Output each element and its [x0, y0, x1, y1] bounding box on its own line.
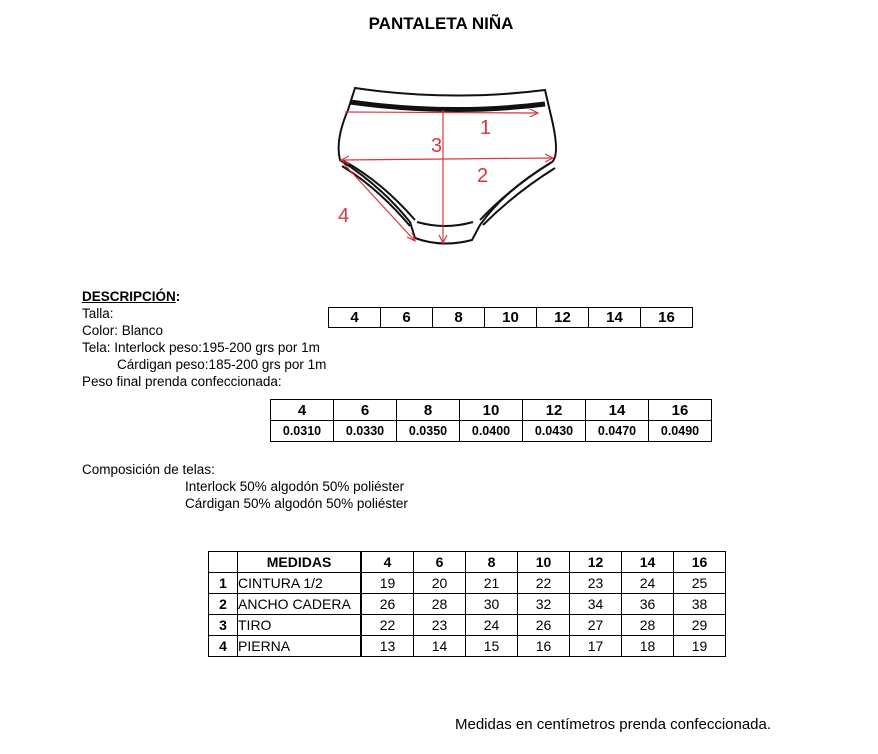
- measure-cell: 30: [466, 594, 518, 615]
- measure-cell: 23: [414, 615, 466, 636]
- measure-cell: 21: [466, 573, 518, 594]
- row-number: 1: [209, 573, 238, 594]
- size-header: 8: [466, 552, 518, 573]
- size-cell: 16: [649, 400, 712, 421]
- measure-cell: 36: [622, 594, 674, 615]
- diagram-label-2: 2: [477, 165, 489, 187]
- weight-cell: 0.0400: [460, 421, 523, 442]
- size-header: 14: [622, 552, 674, 573]
- size-header: 10: [518, 552, 570, 573]
- weight-cell: 0.0350: [397, 421, 460, 442]
- measure-cell: 26: [361, 594, 414, 615]
- tela-text: Tela: Interlock peso:195-200 grs por 1m: [82, 340, 320, 355]
- table-row: [209, 594, 726, 615]
- measure-cell: 32: [518, 594, 570, 615]
- measure-cell: 19: [361, 573, 414, 594]
- measure-cell: 15: [466, 636, 518, 657]
- measure-cell: 23: [570, 573, 622, 594]
- composition-cardigan: Cárdigan 50% algodón 50% poliéster: [185, 496, 408, 511]
- size-header: 16: [674, 552, 726, 573]
- diagram-label-4: 4: [338, 205, 350, 227]
- composition-heading: Composición de telas:: [82, 462, 215, 477]
- size-cell: 4: [271, 400, 334, 421]
- weight-cell: 0.0490: [649, 421, 712, 442]
- weight-cell: 0.0430: [523, 421, 586, 442]
- measures-header: MEDIDAS: [238, 552, 362, 573]
- size-cell: 8: [397, 400, 460, 421]
- row-label: PIERNA: [238, 636, 362, 657]
- measure-cell: 24: [622, 573, 674, 594]
- size-cell: 14: [589, 308, 641, 328]
- talla-label: Talla:: [82, 306, 114, 321]
- row-number: 2: [209, 594, 238, 615]
- row-number: 4: [209, 636, 238, 657]
- size-cell: 16: [641, 308, 693, 328]
- row-label: TIRO: [238, 615, 362, 636]
- size-header: 12: [570, 552, 622, 573]
- size-cell: 10: [485, 308, 537, 328]
- size-cell: 10: [460, 400, 523, 421]
- weight-cell: 0.0470: [586, 421, 649, 442]
- size-cell: 8: [433, 308, 485, 328]
- diagram-label-1: 1: [480, 117, 492, 139]
- table-row: [209, 573, 726, 594]
- weight-cell: 0.0310: [271, 421, 334, 442]
- row-label: ANCHO CADERA: [238, 594, 362, 615]
- diagram-label-3: 3: [431, 135, 443, 157]
- table-row: [209, 615, 726, 636]
- size-table: [328, 307, 693, 328]
- measure-cell: 22: [361, 615, 414, 636]
- measure-cell: 19: [674, 636, 726, 657]
- page-title: PANTALETA NIÑA: [368, 14, 514, 33]
- measures-table: [208, 551, 726, 657]
- measure-cell: 25: [674, 573, 726, 594]
- size-cell: 6: [334, 400, 397, 421]
- size-cell: 4: [329, 308, 381, 328]
- empty-cell: [209, 552, 238, 573]
- cardigan-text: Cárdigan peso:185-200 grs por 1m: [117, 357, 327, 372]
- measure-cell: 26: [518, 615, 570, 636]
- composition-interlock: Interlock 50% algodón 50% poliéster: [185, 479, 405, 494]
- row-number: 3: [209, 615, 238, 636]
- measure-cell: 24: [466, 615, 518, 636]
- description-heading: DESCRIPCIÓN:: [82, 289, 181, 304]
- measure-cell: 13: [361, 636, 414, 657]
- color-text: Color: Blanco: [82, 323, 164, 338]
- measure-cell: 14: [414, 636, 466, 657]
- row-label: CINTURA 1/2: [238, 573, 362, 594]
- measure-arrows: [341, 109, 553, 243]
- measure-cell: 16: [518, 636, 570, 657]
- garment-diagram: [330, 80, 570, 255]
- weight-table: [270, 399, 712, 442]
- weight-cell: 0.0330: [334, 421, 397, 442]
- size-cell: 14: [586, 400, 649, 421]
- size-header: 6: [414, 552, 466, 573]
- table-row: [209, 636, 726, 657]
- footer-note: Medidas en centímetros prenda confeccionada.: [455, 716, 772, 733]
- measure-cell: 29: [674, 615, 726, 636]
- measure-cell: 34: [570, 594, 622, 615]
- size-cell: 12: [523, 400, 586, 421]
- measure-cell: 28: [414, 594, 466, 615]
- measure-cell: 18: [622, 636, 674, 657]
- size-cell: 6: [381, 308, 433, 328]
- measure-cell: 20: [414, 573, 466, 594]
- size-cell: 12: [537, 308, 589, 328]
- peso-label: Peso final prenda confeccionada:: [82, 374, 282, 389]
- measure-cell: 22: [518, 573, 570, 594]
- measure-cell: 28: [622, 615, 674, 636]
- measure-cell: 17: [570, 636, 622, 657]
- measure-cell: 38: [674, 594, 726, 615]
- measure-cell: 27: [570, 615, 622, 636]
- size-header: 4: [361, 552, 414, 573]
